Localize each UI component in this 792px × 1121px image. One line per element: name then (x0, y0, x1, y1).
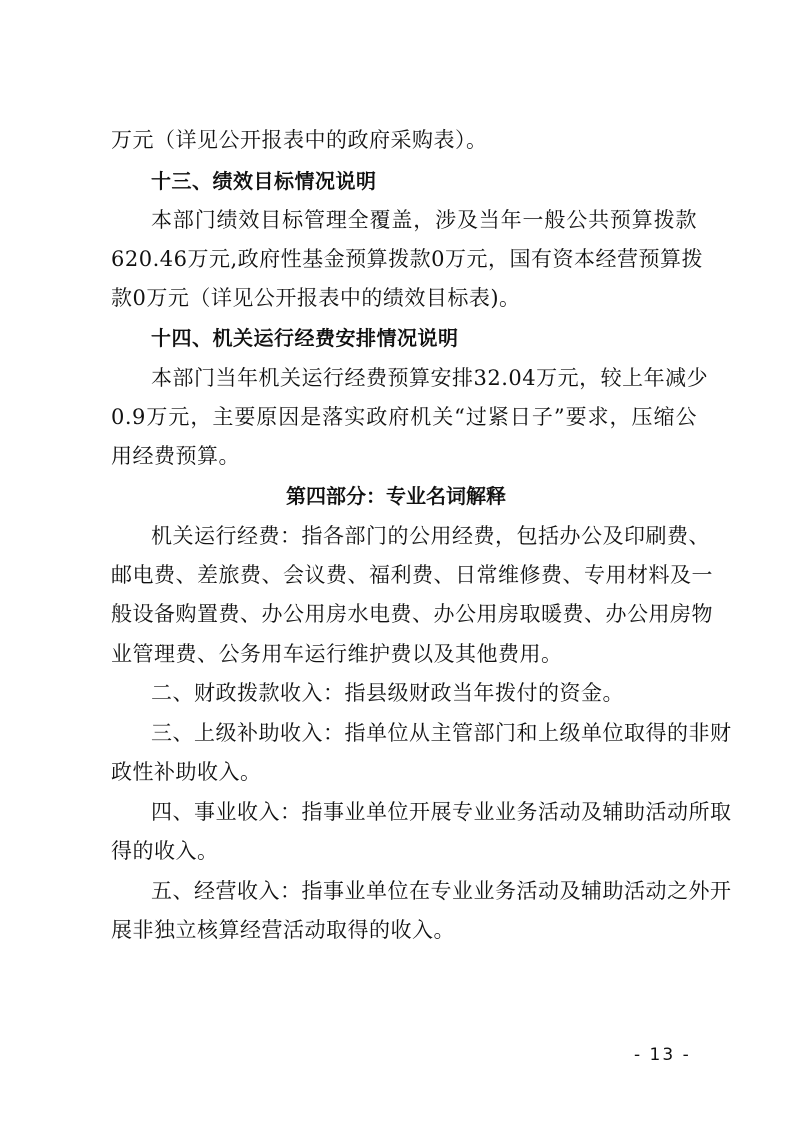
paragraph-line: 本部门当年机关运行经费预算安排32.04万元，较上年减少 (151, 366, 709, 390)
paragraph-line: 机关运行经费：指各部门的公用经费，包括办公及印刷费、 (151, 524, 710, 548)
section-heading-operating-expenses: 十四、机关运行经费安排情况说明 (151, 326, 459, 350)
paragraph-line: 用经费预算。 (111, 444, 240, 468)
paragraph-line: 0.9万元，主要原因是落实政府机关“过紧日子”要求，压缩公 (111, 405, 697, 429)
paragraph-line: 五、经营收入：指事业单位在专业业务活动及辅助活动之外开 (151, 879, 732, 903)
paragraph-line: 邮电费、差旅费、会议费、福利费、日常维修费、专用材料及一 (111, 563, 713, 587)
paragraph-line: 620.46万元,政府性基金预算拨款0万元，国有资本经营预算拨 (111, 247, 704, 271)
paragraph-line: 二、财政拨款收入：指县级财政当年拨付的资金。 (151, 681, 624, 705)
paragraph-line: 款0万元（详见公开报表中的绩效目标表)。 (111, 286, 521, 310)
paragraph-line: 四、事业收入：指事业单位开展专业业务活动及辅助活动所取 (151, 800, 732, 824)
section-heading-performance-goals: 十三、绩效目标情况说明 (151, 169, 377, 193)
paragraph-line: 展非独立核算经营活动取得的收入。 (111, 918, 455, 942)
paragraph-line: 得的收入。 (111, 839, 219, 863)
paragraph-line: 三、上级补助收入：指单位从主管部门和上级单位取得的非财 (151, 721, 732, 745)
part-title: 第四部分：专业名词解释 (286, 484, 506, 508)
paragraph-line: 政性补助收入。 (111, 760, 262, 784)
paragraph-line: 业管理费、公务用车运行维护费以及其他费用。 (111, 642, 563, 666)
paragraph-line: 万元（详见公开报表中的政府采购表）。 (111, 128, 488, 152)
paragraph-line: 般设备购置费、办公用房水电费、办公用房取暖费、办公用房物 (111, 602, 713, 626)
page-number: - 13 - (634, 1045, 691, 1065)
paragraph-line: 本部门绩效目标管理全覆盖，涉及当年一般公共预算拨款 (151, 208, 697, 232)
